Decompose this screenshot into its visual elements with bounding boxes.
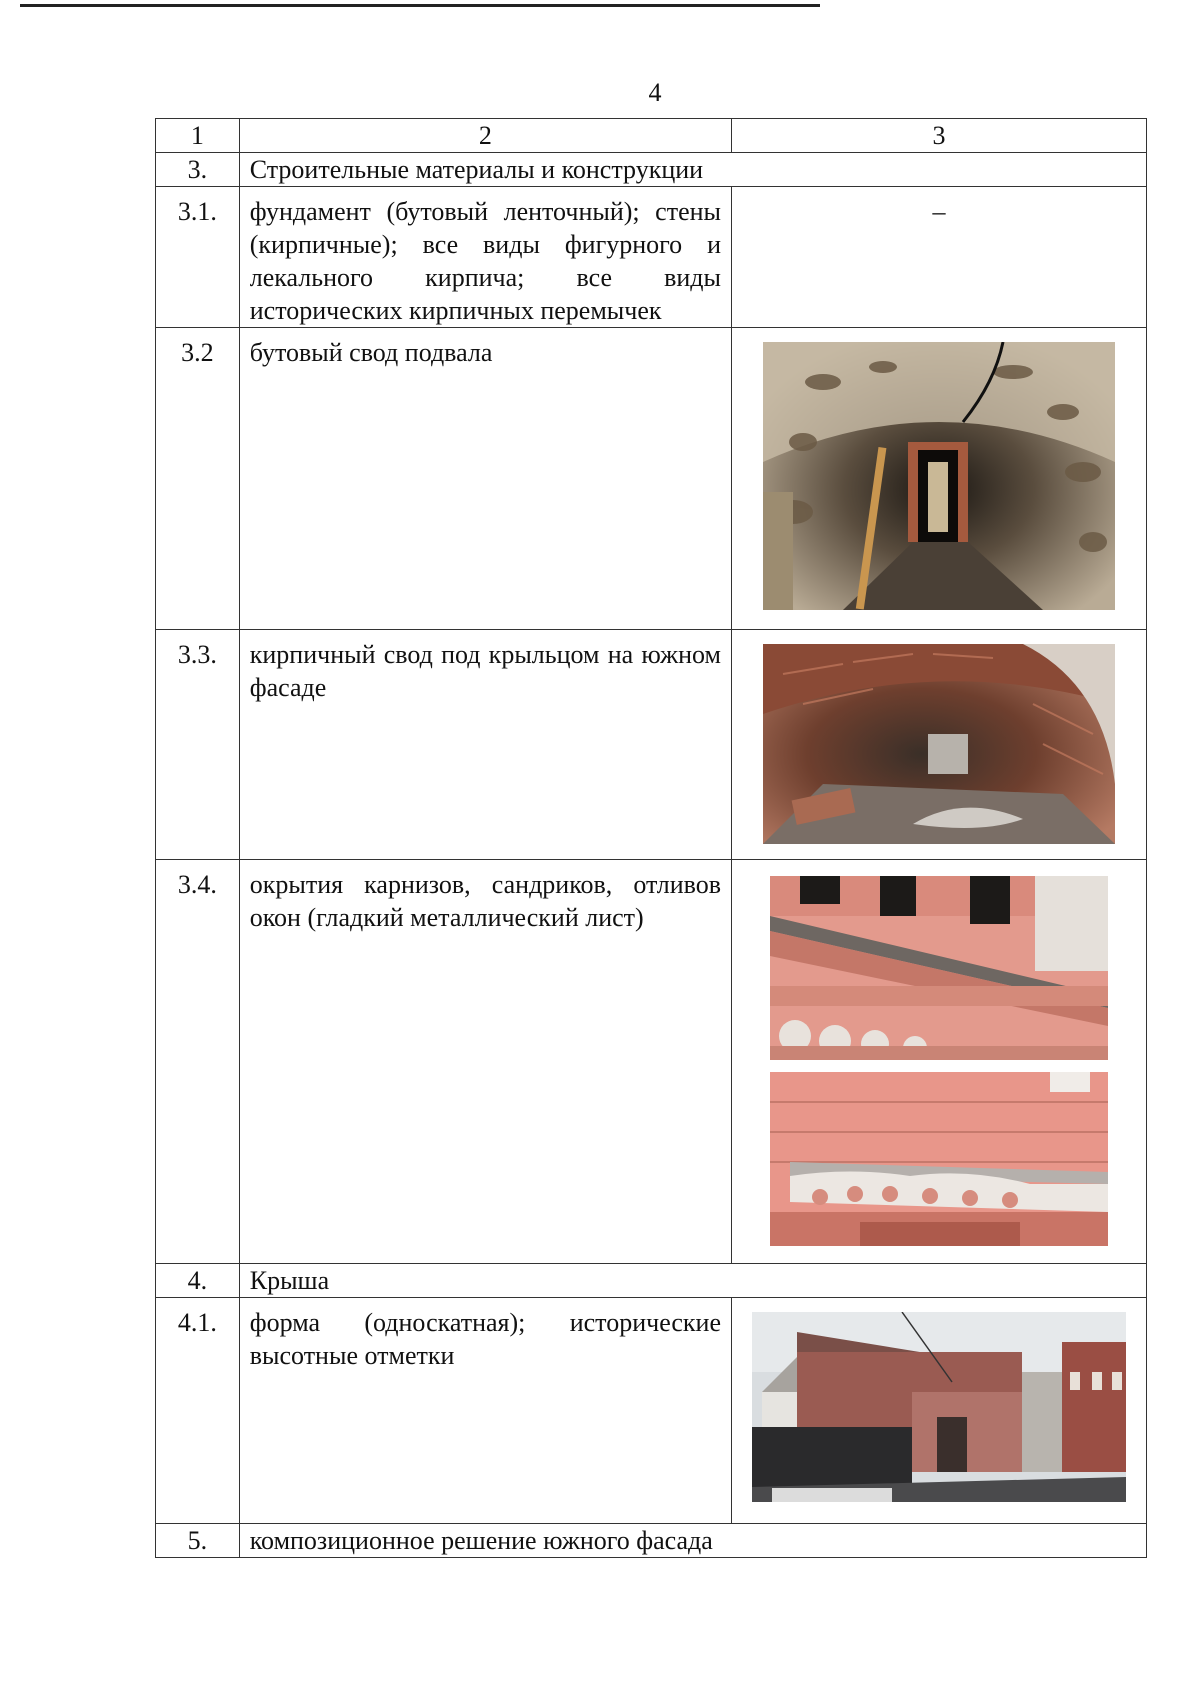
table-row-3-3	[156, 630, 1147, 860]
table-header-row	[156, 119, 1147, 153]
row-photo-cell	[732, 328, 1147, 630]
row-number: 4.1.	[156, 1298, 240, 1524]
row-number: 3.2	[156, 328, 240, 630]
scan-edge-rule	[20, 4, 820, 7]
table-row-3-1	[156, 187, 1147, 328]
header-col-2: 2	[239, 119, 731, 153]
section-number: 4.	[156, 1264, 240, 1298]
cornice-covering-photo	[770, 876, 1108, 1060]
row-photo-cell	[732, 1298, 1147, 1524]
section-title: композиционное решение южного фасада	[239, 1524, 1146, 1558]
row-description: бутовый свод подвала	[239, 328, 731, 630]
section-title: Крыша	[239, 1264, 1146, 1298]
section-number: 3.	[156, 153, 240, 187]
row-number: 3.3.	[156, 630, 240, 860]
row-description: кирпичный свод под крыльцом на южном фасаде	[239, 630, 731, 860]
table-row-3-4	[156, 860, 1147, 1264]
header-col-1: 1	[156, 119, 240, 153]
section-number: 5.	[156, 1524, 240, 1558]
section-row-5	[156, 1524, 1147, 1558]
page-number: 4	[648, 78, 662, 107]
row-number: 3.4.	[156, 860, 240, 1264]
row-number: 3.1.	[156, 187, 240, 328]
row-description: форма (односкатная); исторические высотные отметки	[239, 1298, 731, 1524]
porch-brick-vault-photo	[763, 644, 1115, 844]
section-title: Строительные материалы и конструкции	[239, 153, 1146, 187]
row-photo-cell	[732, 630, 1147, 860]
row-photo-cell	[732, 860, 1147, 1264]
row-description: фундамент (бутовый ленточный); стены (кирпичные); все виды фигурного и лекального кирпича; все виды исторических кирпичных перемычек	[239, 187, 731, 328]
monument-features-table	[155, 118, 1147, 1558]
single-pitch-roof-photo	[752, 1312, 1126, 1502]
row-col3-dash: –	[732, 187, 1147, 328]
window-sandrik-photo	[770, 1072, 1108, 1246]
header-col-3: 3	[732, 119, 1147, 153]
table-row-3-2	[156, 328, 1147, 630]
row-description: окрытия карнизов, сандриков, отливов окон (гладкий металлический лист)	[239, 860, 731, 1264]
section-row-3	[156, 153, 1147, 187]
basement-vault-photo	[763, 342, 1115, 610]
section-row-4	[156, 1264, 1147, 1298]
table-row-4-1	[156, 1298, 1147, 1524]
